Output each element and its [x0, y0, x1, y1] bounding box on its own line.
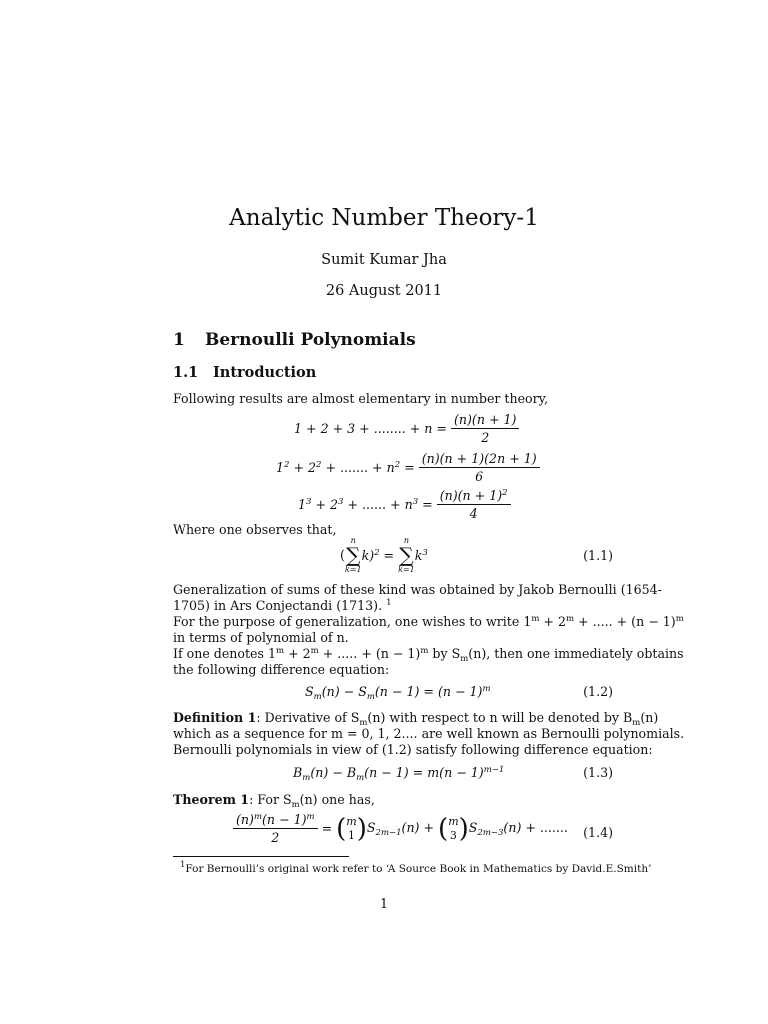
eq-c-exp2: 3 [338, 497, 344, 507]
eq-1-1-right-exp: 3 [422, 547, 428, 558]
eq-1-3-sub2: m [356, 773, 365, 783]
definition-label: Definition 1 [173, 710, 257, 725]
eq-1-4-num-a: (n) [236, 812, 254, 827]
footnote-reference[interactable]: 1 [386, 598, 392, 608]
eq-c-num-exp: 2 [502, 488, 508, 498]
footnote-text: For Bernoulli’s original work refer to ‘A Source Book in Mathematics by David.E.Smith’ [185, 863, 652, 875]
eq-a-fraction [451, 412, 519, 445]
polynomial-line: in terms of polynomial of n. [173, 630, 349, 645]
eq-1-4-num-exp-b: m [306, 812, 315, 822]
equation-1-4 [233, 812, 568, 845]
eq-1-4-s2: S [468, 819, 478, 835]
eq-1-2-sub2: m [366, 692, 375, 702]
eq-c-fraction [437, 488, 511, 521]
eq-1-4-denominator: 2 [271, 830, 280, 845]
summation-left [345, 536, 362, 574]
intro-paragraph: Following results are almost elementary in number theory, [173, 391, 549, 406]
binomial-2-top: m [448, 814, 459, 828]
page-number: 1 [379, 896, 388, 911]
theorem-text-1: : For S [249, 792, 292, 807]
denotes-end: (n), then one immediately obtains [468, 646, 684, 661]
eq-1-3-exp: m−1 [483, 765, 505, 775]
eq-c-exp3: 3 [412, 497, 419, 507]
binomial-1-left-paren: ( [336, 813, 347, 844]
eq-1-2-mid: (n) − S [321, 684, 367, 699]
section-number: 1 [173, 330, 185, 350]
eq-c-lhs [298, 497, 433, 512]
eq-1-1-equals: = [379, 547, 399, 563]
purpose-line [173, 614, 684, 629]
equation-sum-integers [294, 412, 519, 445]
purpose-text: For the purpose of generalization, one wishes to write 1 [173, 614, 532, 629]
eq-a-denominator: 2 [481, 430, 490, 445]
eq-1-4-numerator [233, 812, 318, 829]
eq-1-2-exp: m [482, 684, 491, 694]
generalization-text: 1705) in Ars Conjectandi (1713). [173, 598, 383, 613]
equation-number-1-4: (1.4) [583, 825, 613, 840]
eq-1-4-s1: S [366, 819, 376, 835]
theorem-sub: m [291, 800, 300, 810]
eq-c-term1: 1 [298, 497, 307, 512]
eq-b-numerator: (n)(n + 1)(2n + 1) [419, 451, 540, 468]
eq-1-1-right-base: k [414, 547, 423, 563]
eq-c-dots: + ...... + n [343, 497, 413, 512]
eq-1-4-s2-sub: 2m−3 [477, 827, 504, 838]
equation-number-1-1: (1.1) [583, 548, 613, 563]
footnote-mark: 1 [180, 860, 186, 870]
definition-line-3: Bernoulli polynomials in view of (1.2) satisfy following difference equation: [173, 742, 653, 757]
denotes-exp1: m [276, 646, 285, 656]
eq-1-4-num-b: (n − 1) [262, 812, 307, 827]
sigma-icon: ∑ [346, 543, 361, 567]
publication-date: 26 August 2011 [325, 283, 443, 299]
eq-b-exp3: 2 [394, 460, 401, 470]
eq-c-numerator [437, 488, 511, 505]
eq-1-2-sub1: m [313, 692, 322, 702]
theorem-line [173, 792, 375, 810]
eq-1-3-b1: B [293, 765, 303, 780]
purpose-exp1: m [531, 614, 540, 624]
eq-b-dots: + ....... + n [321, 460, 395, 475]
eq-b-exp2: 2 [316, 460, 322, 470]
eq-c-term2: + 2 [311, 497, 339, 512]
generalization-line-1: Generalization of sums of these kind was obtained by Jakob Bernoulli (1654- [173, 582, 662, 597]
eq-b-equals: = [400, 460, 415, 475]
eq-a-numerator: (n)(n + 1) [451, 412, 519, 429]
author-name: Sumit Kumar Jha [321, 252, 447, 268]
denotes-text: If one denotes 1 [173, 646, 276, 661]
purpose-mid: + 2 [539, 614, 566, 629]
eq-1-1-right-term [415, 548, 428, 563]
definition-sub-1: m [359, 718, 368, 728]
binomial-1-top: m [346, 814, 357, 828]
sum-left-lower: k=1 [344, 565, 362, 574]
binomial-1-bottom: 1 [348, 828, 356, 842]
equation-1-3 [293, 765, 504, 783]
eq-1-4-s1-sub: 2m−1 [375, 827, 402, 838]
eq-c-equals: = [418, 497, 433, 512]
definition-line-2: which as a sequence for m = 0, 1, 2.... are well known as Bernoulli polynomials. [173, 726, 685, 741]
denotes-exp2: m [310, 646, 319, 656]
eq-1-4-term-1 [366, 819, 439, 838]
eq-1-1-left-base: k) [361, 547, 375, 563]
binomial-2 [438, 814, 469, 844]
eq-b-fraction [419, 451, 540, 484]
denotes-dots: + ..... + (n − 1) [318, 646, 421, 661]
eq-1-4-s1-tail: (n) + [401, 819, 439, 835]
eq-1-3-mid: (n) − B [310, 765, 357, 780]
theorem-label: Theorem 1 [173, 792, 250, 807]
footnote-divider [173, 856, 349, 857]
binomial-2-bottom: 3 [449, 828, 457, 842]
generalization-line-2 [173, 598, 392, 613]
purpose-exp2: m [565, 614, 575, 624]
eq-1-3-sub1: m [302, 773, 311, 783]
equation-sum-squares [276, 451, 540, 484]
sum-right-lower: k=1 [398, 565, 415, 574]
eq-b-exp1: 2 [284, 460, 290, 470]
eq-1-4-s2-tail: (n) + ....... [503, 819, 568, 835]
section-heading [173, 330, 416, 350]
denotes-mid: + 2 [284, 646, 311, 661]
difference-line: the following difference equation: [173, 662, 390, 677]
sum-right-upper: n [403, 536, 409, 545]
eq-b-lhs [276, 460, 415, 475]
eq-1-2-rhs: (n − 1) = (n − 1) [374, 684, 483, 699]
purpose-dots: + ..... + (n − 1) [574, 614, 676, 629]
section-title: Bernoulli Polynomials [205, 330, 416, 350]
definition-sub-2: m [632, 718, 641, 728]
sigma-icon: ∑ [399, 543, 414, 567]
eq-c-num-base: (n)(n + 1) [439, 488, 503, 503]
summation-right [398, 536, 415, 574]
subsection-heading [173, 364, 316, 381]
equation-sum-cubes [298, 488, 511, 521]
eq-1-3-rhs: (n − 1) = m(n − 1) [364, 765, 484, 780]
binomial-2-right-paren: ) [458, 813, 469, 844]
definition-text-2: (n) with respect to n will be denoted by B [367, 710, 633, 725]
eq-b-denominator: 6 [475, 469, 484, 484]
paper-title: Analytic Number Theory-1 [229, 205, 539, 231]
eq-c-denominator: 4 [469, 506, 478, 521]
eq-1-4-fraction [233, 812, 318, 845]
eq-1-4-equals: = [317, 821, 337, 836]
binomial-2-stack [448, 815, 458, 843]
eq-1-1-open-paren: ( [340, 547, 345, 563]
definition-text-1: : Derivative of S [256, 710, 360, 725]
eq-1-4-num-exp-a: m [253, 812, 262, 822]
subsection-title: Introduction [213, 364, 317, 381]
observes-paragraph: Where one observes that, [173, 522, 337, 537]
subsection-number: 1.1 [173, 364, 199, 381]
eq-1-2-s1: S [305, 684, 314, 699]
eq-a-lhs: 1 + 2 + 3 + ........ + n = [294, 421, 447, 436]
denotes-sub-m: m [460, 654, 469, 664]
footnote [180, 860, 651, 875]
binomial-1-right-paren: ) [356, 813, 367, 844]
eq-1-1-left-exp: 2 [374, 547, 380, 558]
binomial-1 [336, 814, 367, 844]
binomial-1-stack [346, 815, 356, 843]
eq-1-1-left-term [362, 548, 399, 563]
equation-number-1-3: (1.3) [583, 765, 613, 780]
definition-text-3: (n) [640, 710, 659, 725]
sum-left-upper: n [350, 536, 356, 545]
theorem-text-2: (n) one has, [299, 792, 375, 807]
eq-b-term2: + 2 [289, 460, 317, 475]
binomial-2-left-paren: ( [438, 813, 449, 844]
equation-1-1 [340, 536, 428, 574]
eq-b-term1: 1 [276, 460, 285, 475]
eq-c-exp1: 3 [306, 497, 312, 507]
purpose-exp3: m [675, 614, 684, 624]
denotes-by: by S [428, 646, 461, 661]
eq-1-4-term-2 [468, 819, 568, 838]
equation-1-2 [305, 684, 491, 702]
denotes-exp3: m [420, 646, 429, 656]
equation-number-1-2: (1.2) [583, 684, 613, 699]
